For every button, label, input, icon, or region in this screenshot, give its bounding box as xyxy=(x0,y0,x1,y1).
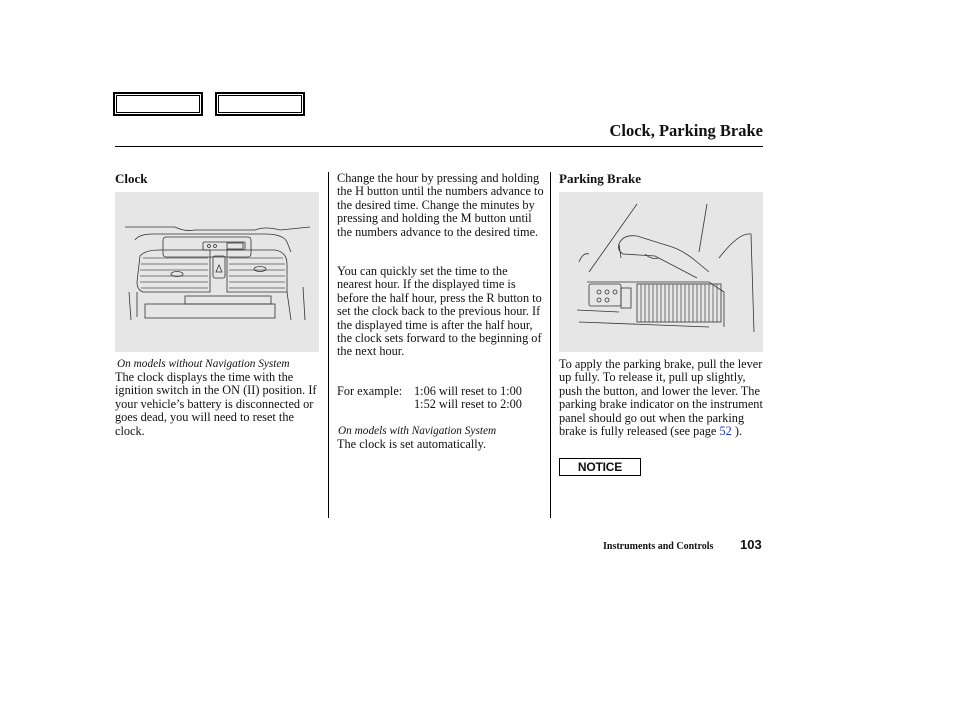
clock-auto-set-text: The clock is set automatically. xyxy=(337,437,487,451)
example-line-2: 1:52 will reset to 2:00 xyxy=(414,397,522,411)
parking-brake-body-part1: To apply the parking brake, pull the lever up fully. To release it, pull up slightly, push the button, and lower the lever. The parking brake indicator on the instrument panel should go out when the parking brake is fully released (see page xyxy=(559,357,763,439)
header-rule xyxy=(115,146,763,147)
nav-button-2[interactable] xyxy=(215,92,305,116)
parking-brake-lever-illustration-icon xyxy=(559,192,763,352)
parking-brake-heading: Parking Brake xyxy=(559,171,641,186)
clock-heading: Clock xyxy=(115,171,148,186)
notice-badge: NOTICE xyxy=(559,458,641,476)
parking-brake-body-part2: ). xyxy=(731,424,743,439)
clock-caption-no-nav: On models without Navigation System xyxy=(117,358,290,370)
nav-button-1[interactable] xyxy=(113,92,203,116)
column-divider-2 xyxy=(550,172,551,518)
page-title: Clock, Parking Brake xyxy=(609,121,763,140)
clock-body-text: The clock displays the time with the ignition switch in the ON (II) position. If your vehicle’s battery is disconnected or goes dead, you will need to reset the clock. xyxy=(115,370,317,438)
example-label: For example: xyxy=(337,384,403,398)
dashboard-clock-illustration-icon xyxy=(115,192,319,352)
clock-set-hours-minutes-text: Change the hour by pressing and holding the H button until the numbers advance to the desired time. Change the minutes by pressing and holding the M button until the numbers advance to the desired time. xyxy=(337,171,544,239)
column-divider-1 xyxy=(328,172,329,518)
clock-caption-with-nav: On models with Navigation System xyxy=(338,425,497,437)
footer-section-label: Instruments and Controls xyxy=(603,541,714,552)
parking-brake-body-text xyxy=(559,358,765,438)
page-52-link[interactable]: 52 xyxy=(719,424,732,439)
page-number: 103 xyxy=(740,537,762,552)
clock-quick-set-text: You can quickly set the time to the nearest hour. If the displayed time is before the half hour, press the R button to set the clock back to the previous hour. If the displayed time is after the half hour, the clock sets forward to the beginning of the next hour. xyxy=(337,264,542,359)
example-line-1: 1:06 will reset to 1:00 xyxy=(414,384,522,398)
